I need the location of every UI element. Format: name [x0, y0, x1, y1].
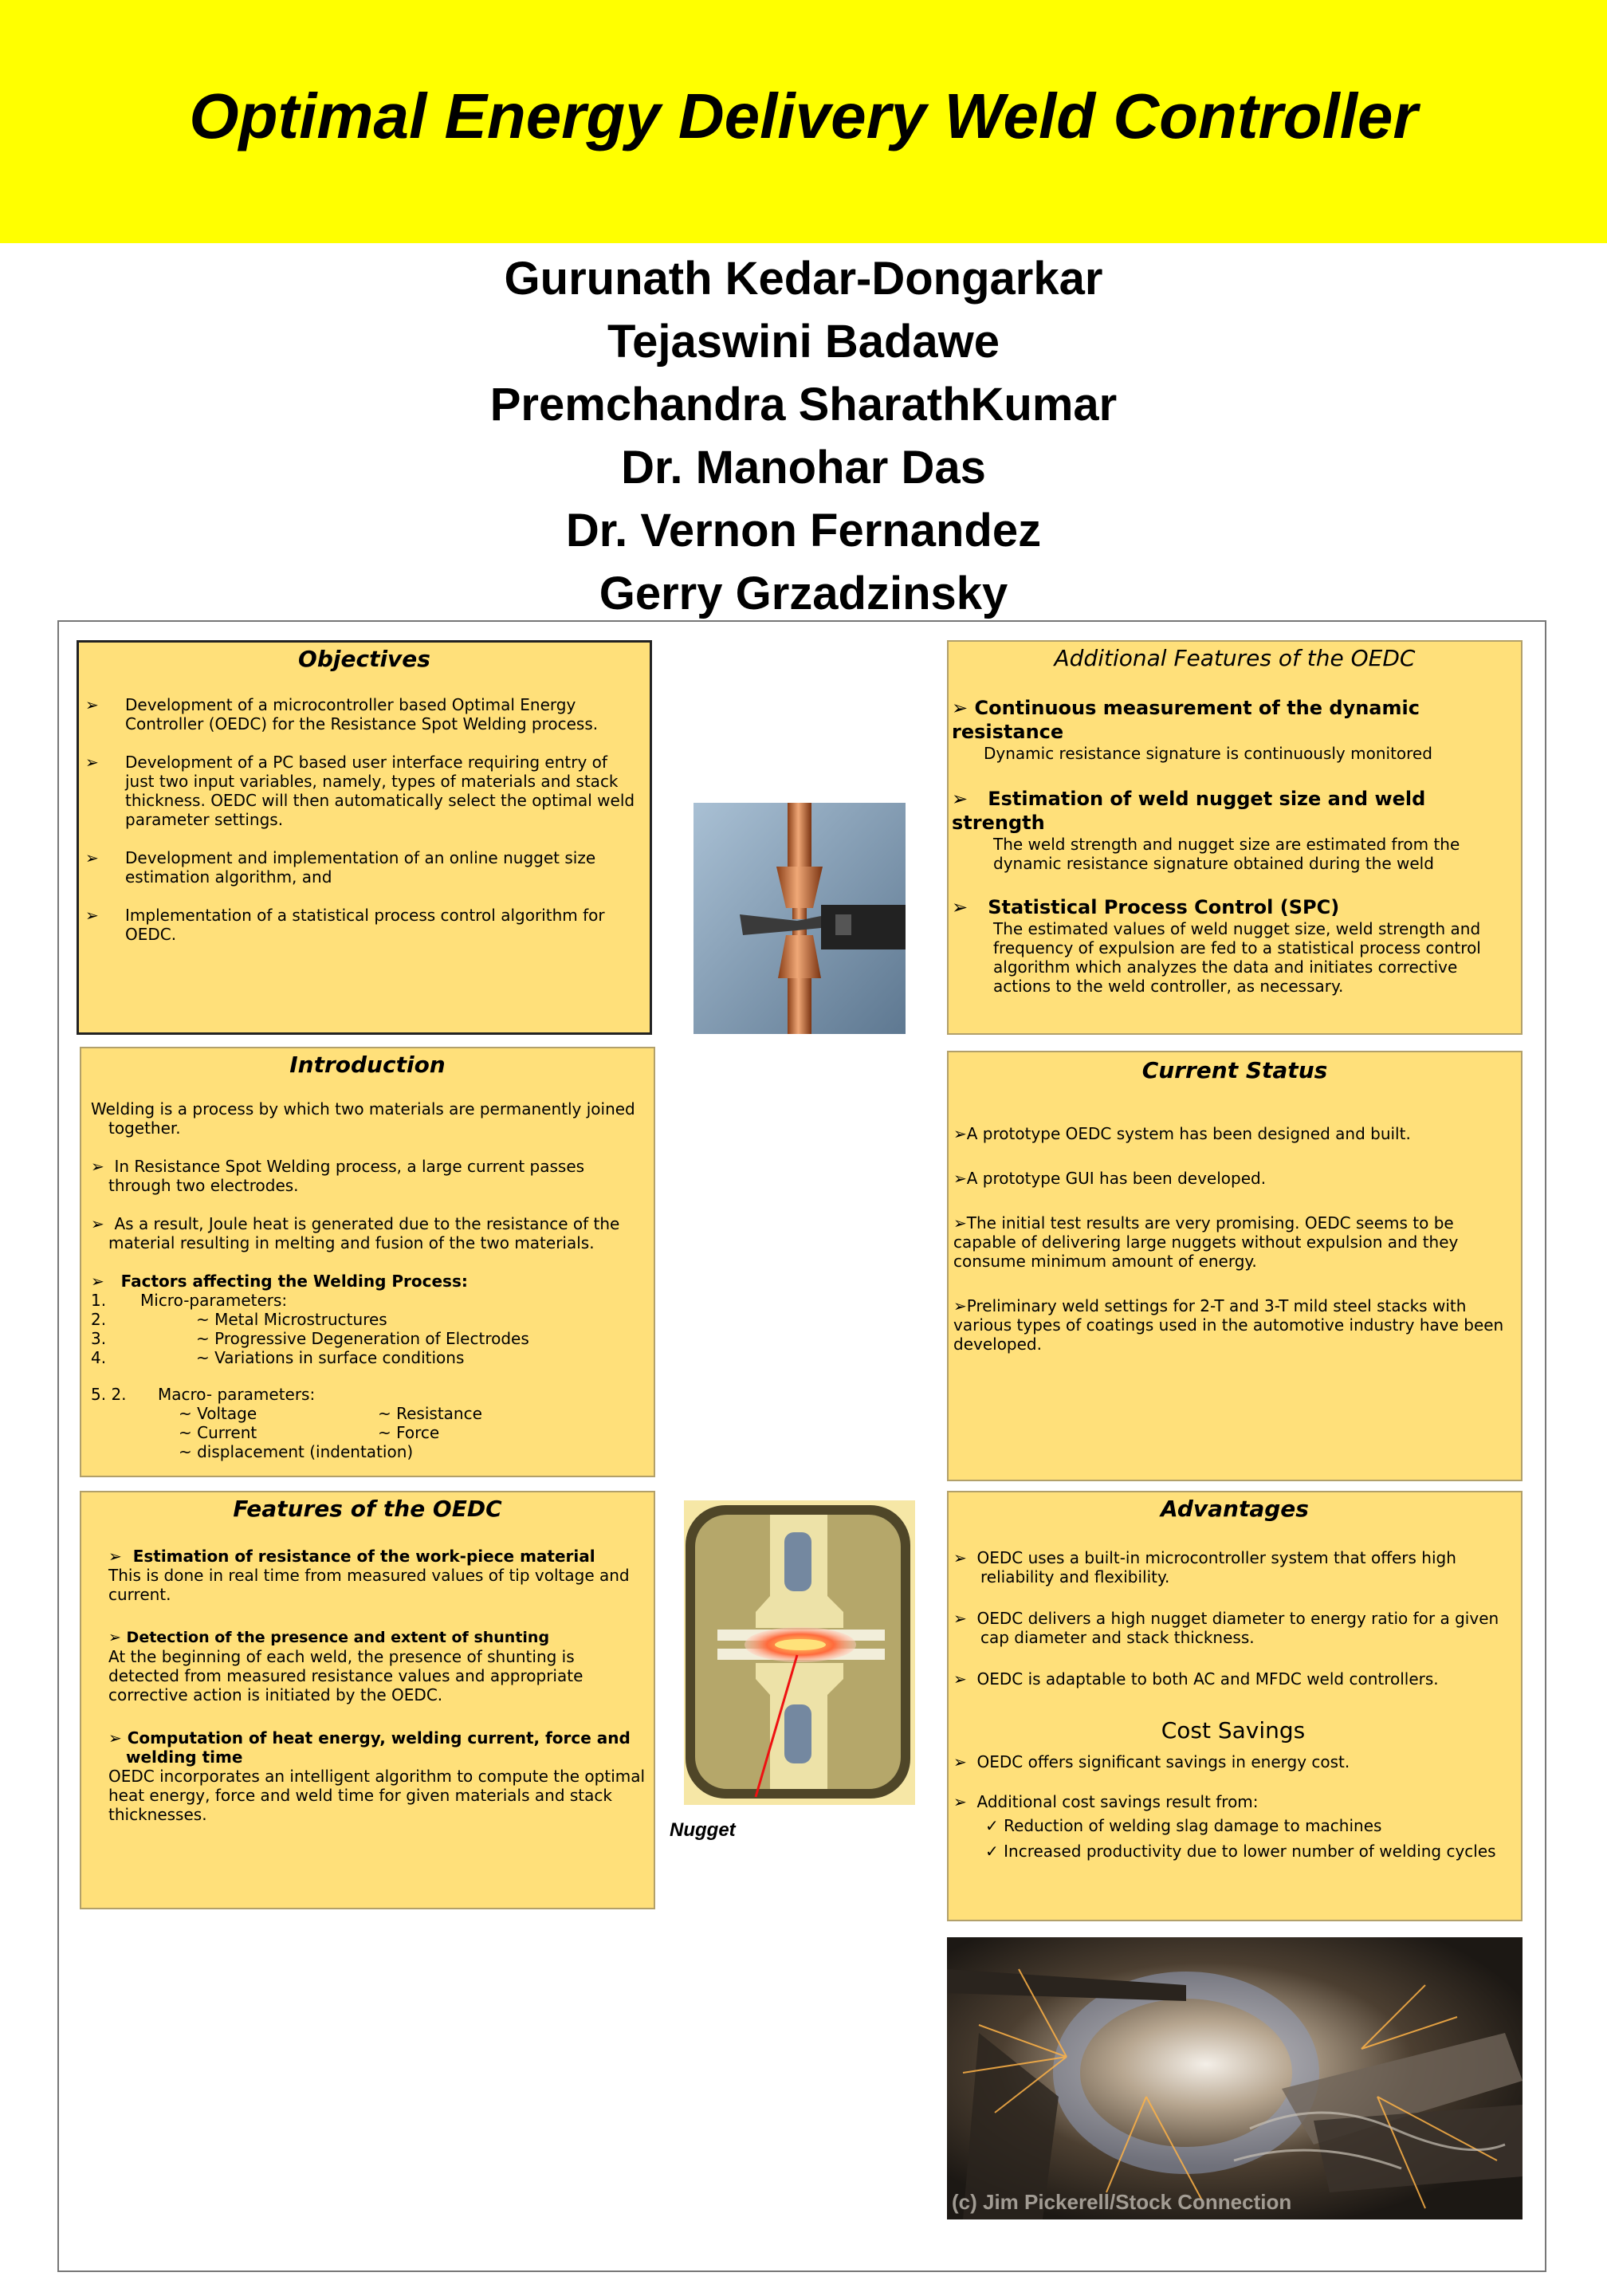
- introduction-title: Introduction: [289, 1052, 446, 1078]
- list-item: ➢ OEDC offers significant savings in energy cost.: [953, 1752, 1350, 1771]
- nugget-label: Nugget: [670, 1819, 736, 1841]
- bullet-icon: ➢: [953, 1169, 967, 1188]
- introduction-panel: [80, 1047, 655, 1477]
- list-item: ➢ OEDC delivers a high nugget diameter to energy ratio for a given cap diameter and stack thickness.: [953, 1609, 1499, 1647]
- bullet-icon: ➢: [91, 1157, 104, 1176]
- cost-savings-title: Cost Savings: [1161, 1717, 1306, 1744]
- additional-features-panel: [947, 640, 1523, 1035]
- advantages-title: Advantages: [1161, 1496, 1309, 1522]
- feature-text: This is done in real time from measured values of tip voltage and current.: [108, 1566, 630, 1604]
- author: Dr. Manohar Das: [621, 442, 986, 493]
- bullet-icon: ➢: [85, 695, 99, 714]
- objectives-title: Objectives: [298, 646, 430, 672]
- list-item: ➢A prototype OEDC system has been designed and built.: [953, 1124, 1411, 1143]
- electrode-photo: [693, 803, 906, 1034]
- bullet-icon: ➢: [953, 1669, 967, 1689]
- bullet-icon: ➢: [952, 896, 969, 918]
- nugget-diagram: [684, 1500, 915, 1805]
- list-item: ➢ Additional cost savings result from:: [953, 1792, 1259, 1811]
- bullet-icon: ➢: [952, 788, 969, 810]
- list-item: ➢A prototype GUI has been developed.: [953, 1169, 1267, 1188]
- list-item: ~ Voltage ~ Resistance: [179, 1404, 482, 1423]
- feature-text: OEDC incorporates an intelligent algorithm to compute the optimal heat energy, force and weld time for given materials and stack thicknesses.: [108, 1767, 646, 1824]
- list-item: 4. ~ Variations in surface conditions: [91, 1348, 465, 1367]
- photo-credit: (c) Jim Pickerell/Stock Connection: [952, 2190, 1292, 2214]
- author: Gurunath Kedar-Dongarkar: [504, 253, 1103, 305]
- bullet-icon: ➢: [91, 1214, 104, 1233]
- author: Tejaswini Badawe: [607, 316, 1000, 368]
- features-panel: [80, 1491, 655, 1909]
- intro-paragraph: ➢ In Resistance Spot Welding process, a large current passes through two electrodes.: [91, 1157, 585, 1195]
- bullet-icon: ➢: [85, 753, 99, 772]
- objectives-panel: [77, 640, 652, 1035]
- feature-text: At the beginning of each weld, the presence of shunting is detected from measured resistance values and appropriate corrective action is initiated by the OEDC.: [108, 1647, 583, 1704]
- feature-heading: ➢ Statistical Process Control (SPC): [952, 896, 1340, 918]
- feature-heading: ➢ Continuous measurement of the dynamic resistance: [952, 697, 1420, 743]
- poster-title: Optimal Energy Delivery Weld Controller: [189, 81, 1418, 151]
- bullet-icon: ➢: [953, 1752, 967, 1771]
- bullet-icon: ➢: [91, 1272, 104, 1291]
- bullet-icon: ➢: [108, 1547, 122, 1566]
- list-item: ➢ Development and implementation of an online nugget size estimation algorithm, and: [85, 848, 596, 887]
- list-item: 2. ~ Metal Microstructures: [91, 1310, 387, 1329]
- factors-heading: ➢ Factors affecting the Welding Process:: [91, 1272, 468, 1291]
- current-status-title: Current Status: [1141, 1057, 1328, 1083]
- bullet-icon: ➢: [953, 1609, 967, 1628]
- list-item: ➢ Development of a microcontroller based Optimal Energy Controller (OEDC) for the Resistance Spot Welding process.: [85, 695, 599, 733]
- feature-text: The weld strength and nugget size are estimated from the dynamic resistance signature obtained during the weld: [993, 835, 1460, 873]
- list-item: ➢Preliminary weld settings for 2-T and 3-T mild steel stacks with various types of coatings used in the automotive industry have been developed.: [953, 1296, 1504, 1354]
- list-item: 5. 2. Macro- parameters:: [91, 1385, 316, 1404]
- list-item: ✓ Increased productivity due to lower number of welding cycles: [985, 1842, 1496, 1861]
- list-item: ✓ Reduction of welding slag damage to machines: [985, 1816, 1382, 1835]
- additional-features-title: Additional Features of the OEDC: [1054, 645, 1416, 671]
- welding-line-photo: [947, 1937, 1523, 2219]
- feature-heading: ➢ Detection of the presence and extent of shunting: [108, 1629, 550, 1646]
- bullet-icon: ➢: [953, 1548, 967, 1567]
- bullet-icon: ➢: [953, 1213, 967, 1233]
- author: Gerry Grzadzinsky: [599, 568, 1008, 619]
- author: Premchandra SharathKumar: [489, 379, 1118, 431]
- intro-paragraph: ➢ As a result, Joule heat is generated due to the resistance of the material resulting in melting and fusion of the two materials.: [91, 1214, 620, 1252]
- list-item: 1. Micro-parameters:: [91, 1291, 288, 1310]
- feature-heading: ➢ Estimation of resistance of the work-piece material: [108, 1547, 595, 1566]
- author: Dr. Vernon Fernandez: [565, 505, 1042, 556]
- bullet-icon: ➢: [953, 1296, 967, 1315]
- check-icon: ✓: [985, 1816, 999, 1835]
- author-list: [0, 247, 1607, 625]
- title-banner: [0, 0, 1607, 243]
- list-item: ➢ OEDC is adaptable to both AC and MFDC weld controllers.: [953, 1669, 1439, 1689]
- features-title: Features of the OEDC: [233, 1496, 502, 1522]
- feature-text: The estimated values of weld nugget size, weld strength and frequency of expulsion are fed to a statistical process control algorithm which analyzes the data and initiates corrective actions to the weld controller, as necessary.: [993, 919, 1481, 996]
- bullet-icon: ➢: [108, 1728, 122, 1748]
- intro-paragraph: Welding is a process by which two materials are permanently joined together.: [91, 1099, 635, 1138]
- list-item: ~ displacement (indentation): [179, 1442, 414, 1461]
- list-item: 3. ~ Progressive Degeneration of Electrodes: [91, 1329, 529, 1348]
- bullet-icon: ➢: [953, 1792, 967, 1811]
- list-item: ➢ Development of a PC based user interface requiring entry of just two input variables, namely, types of materials and stack thickness. OEDC will then automatically select the optimal weld parameter settings.: [85, 753, 635, 829]
- bullet-icon: ➢: [952, 697, 969, 719]
- feature-heading: ➢ Estimation of weld nugget size and weld strength: [952, 788, 1426, 834]
- current-status-panel: [947, 1051, 1523, 1481]
- bullet-icon: ➢: [953, 1124, 967, 1143]
- bullet-icon: ➢: [85, 906, 99, 925]
- list-item: ~ Current ~ Force: [179, 1423, 440, 1442]
- list-item: ➢ OEDC uses a built-in microcontroller system that offers high reliability and flexibility.: [953, 1548, 1456, 1586]
- feature-heading: ➢ Computation of heat energy, welding current, force and welding time: [108, 1728, 631, 1767]
- check-icon: ✓: [985, 1842, 999, 1861]
- bullet-icon: ➢: [108, 1629, 121, 1646]
- list-item: ➢The initial test results are very promising. OEDC seems to be capable of delivering large nuggets without expulsion and they consume minimum amount of energy.: [953, 1213, 1459, 1271]
- bullet-icon: ➢: [85, 848, 99, 867]
- list-item: ➢ Implementation of a statistical process control algorithm for OEDC.: [85, 906, 605, 944]
- advantages-panel: [947, 1491, 1523, 1921]
- feature-text: Dynamic resistance signature is continuously monitored: [984, 744, 1432, 763]
